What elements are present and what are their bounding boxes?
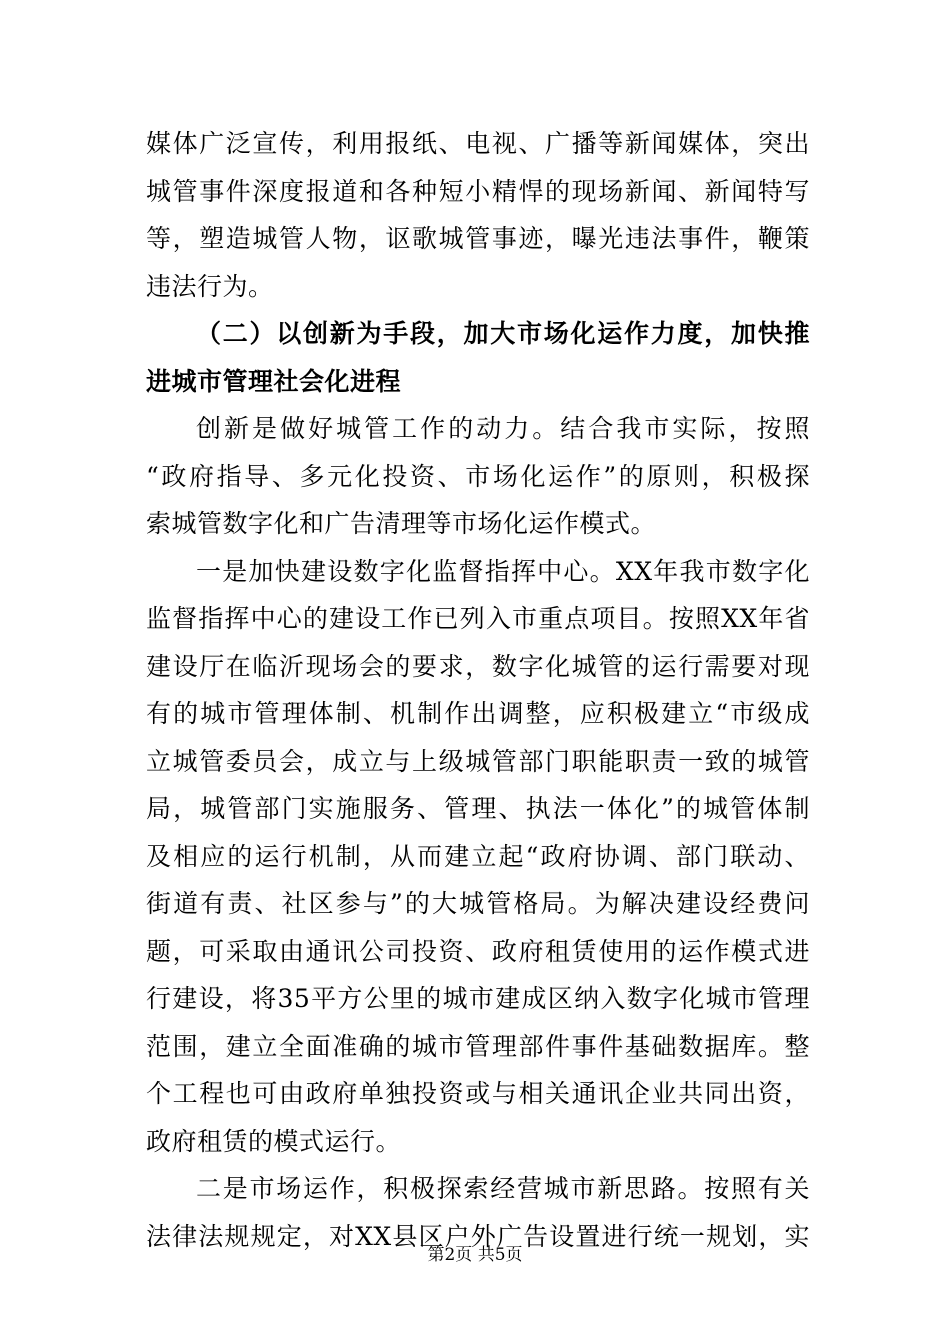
- text-line: 监督指挥中心的建设工作已列入市重点项目。按照XX年省: [146, 604, 810, 633]
- page-footer: 第2页 共5页: [427, 1245, 523, 1265]
- text-line: 法律法规规定，对XX县区户外广告设置进行统一规划，实: [146, 1221, 810, 1251]
- text-line: 题，可采取由通讯公司投资、政府租赁使用的运作模式进: [146, 936, 810, 966]
- text-line: 一是加快建设数字化监督指挥中心。XX年我市数字化: [196, 556, 810, 586]
- body-text: [146, 120, 810, 1260]
- text-line: 有的城市管理体制、机制作出调整，应积极建立“市级成: [146, 699, 810, 728]
- text-line: 立城管委员会，成立与上级城管部门职能职责一致的城管: [146, 746, 810, 776]
- text-line: 局，城管部门实施服务、管理、执法一体化”的城管体制: [146, 794, 810, 823]
- text-line: 媒体广泛宣传，利用报纸、电视、广播等新闻媒体，突出: [146, 129, 810, 158]
- text-line: 索城管数字化和广告清理等市场化运作模式。: [146, 509, 657, 538]
- text-line: 违法行为。: [146, 271, 274, 301]
- text-line: （二）以创新为手段，加大市场化运作力度，加快推: [196, 319, 810, 348]
- text-line: 等，塑造城管人物，讴歌城管事迹，曝光违法事件，鞭策: [146, 224, 810, 253]
- text-line: “政府指导、多元化投资、市场化运作”的原则，积极探: [146, 461, 810, 491]
- text-line: 个工程也可由政府单独投资或与相关通讯企业共同出资，: [146, 1079, 810, 1108]
- text-line: 二是市场运作，积极探索经营城市新思路。按照有关: [196, 1174, 810, 1203]
- text-line: 街道有责、社区参与”的大城管格局。为解决建设经费问: [146, 889, 810, 918]
- text-line: 建设厅在临沂现场会的要求，数字化城管的运行需要对现: [146, 651, 810, 681]
- text-line: 创新是做好城管工作的动力。结合我市实际，按照: [196, 414, 810, 443]
- text-line: 及相应的运行机制，从而建立起“政府协调、部门联动、: [146, 841, 810, 871]
- text-line: 城管事件深度报道和各种短小精悍的现场新闻、新闻特写: [146, 176, 810, 206]
- text-line: 行建设，将35平方公里的城市建成区纳入数字化城市管理: [146, 984, 810, 1013]
- text-line: 政府租赁的模式运行。: [146, 1126, 402, 1156]
- text-line: 进城市管理社会化进程: [146, 366, 402, 396]
- text-line: 范围，建立全面准确的城市管理部件事件基础数据库。整: [146, 1031, 810, 1061]
